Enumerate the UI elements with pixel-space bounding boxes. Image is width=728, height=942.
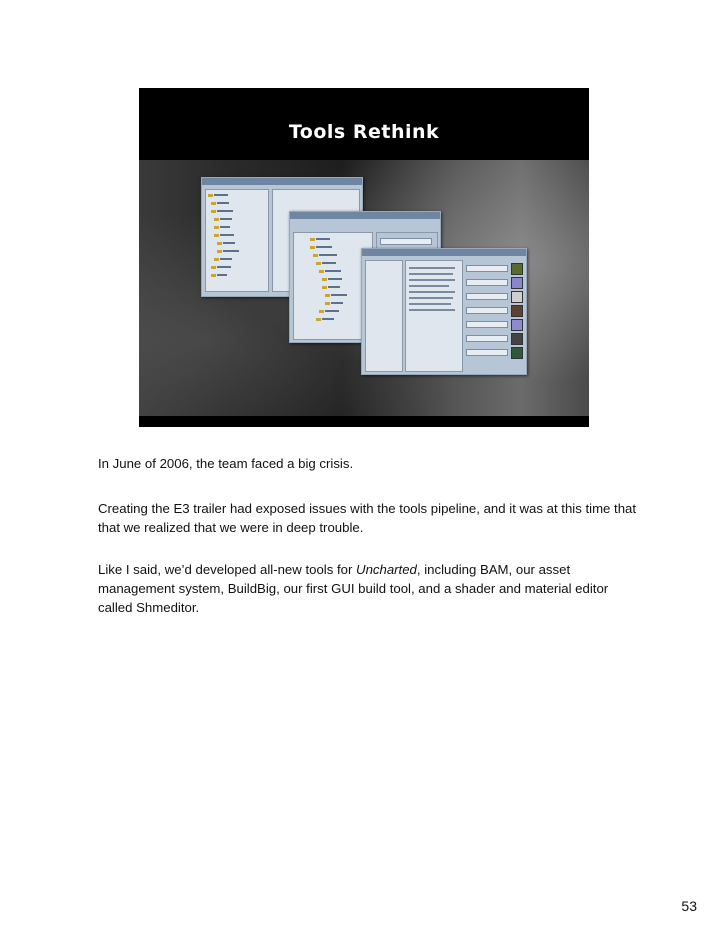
shmeditor-window-screenshot	[361, 248, 527, 375]
paragraph-3-start: Like I said, we’d developed all-new tools for	[98, 562, 357, 577]
paragraph-3-end: , including BAM, our asset management system, BuildBig, our first GUI build tool, and a shader and material editor called Shmeditor.	[98, 562, 609, 615]
uncharted-title: Uncharted	[356, 562, 417, 577]
paragraph-2-text: Creating the E3 trailer had exposed issues with the tools pipeline, and it was at this time that that we realized that we were in deep trouble.	[98, 501, 637, 535]
paragraph-1-text: In June of 2006, the team faced a big crisis.	[98, 456, 354, 471]
page-number: 53	[681, 898, 697, 914]
paragraph-3-text	[98, 560, 638, 617]
paragraph-1	[98, 454, 638, 473]
paragraph-2	[98, 499, 638, 537]
slide-title: Tools Rethink	[288, 121, 440, 143]
paragraph-3	[98, 560, 638, 617]
presentation-slide	[139, 88, 589, 427]
